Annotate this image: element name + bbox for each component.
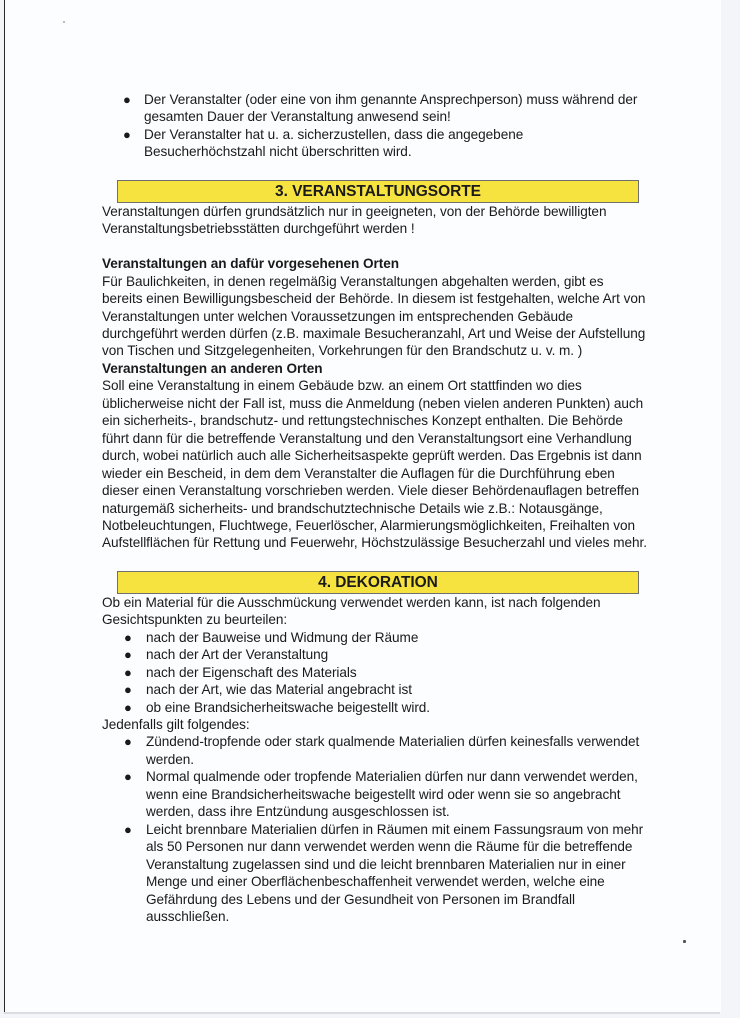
list-item bbox=[102, 821, 647, 926]
list-item-text: Zündend-tropfende oder stark qualmende Materialien dürfen keinesfalls verwendet werden. bbox=[146, 734, 640, 767]
list-item-text: nach der Eigenschaft des Materials bbox=[146, 664, 357, 680]
bullet-icon: ● bbox=[124, 769, 132, 785]
section4-intro: Ob ein Material für die Ausschmückung verwendet werden kann, ist nach folgenden Gesichtspunkten zu beurteilen: bbox=[102, 594, 601, 628]
bullet-icon: ● bbox=[124, 629, 132, 645]
rules-list bbox=[102, 733, 647, 925]
bullet-icon: ● bbox=[124, 699, 132, 715]
section3-intro: Veranstaltungen dürfen grundsätzlich nur in geeigneten, von der Behörde bewilligten Veranstaltungsbetriebsstätten durchgeführt werden ! bbox=[102, 203, 607, 237]
rules-intro: Jedenfalls gilt folgendes: bbox=[102, 717, 250, 733]
list-item-text: Normal qualmende oder tropfende Materialien dürfen nur dann verwendet werden, wenn eine Brandsicherheitswache beigestellt wird oder wenn sie so angebracht werden, dass ihre Entzündung ausgeschlossen ist. bbox=[146, 769, 638, 820]
document-page bbox=[4, 0, 721, 1012]
list-item bbox=[102, 664, 647, 681]
list-item bbox=[102, 91, 647, 126]
bullet-icon: ● bbox=[124, 647, 132, 663]
paragraph-andere-orte: Soll eine Veranstaltung in einem Gebäude bzw. an einem Ort stattfinden wo dies üblicherweise nicht der Fall ist, muss die Anmeldung (neben vielen anderen Punkten) auch ein sicherheits-, brandschutz- und rettungstechnisches Konzept enthalten. Die Behörde führt dann für die betreffende Veranstaltung und den Veranstaltungsort eine Verhandlung durch, wobei natürlich auch alle Sicherheitsaspekte geprüft werden. Das Ergebnis ist dann wieder ein Bescheid, in dem dem Veranstalter die Auflagen für die Durchführung eben dieser einen Veranstaltung vorschrieben werden. Viele dieser Behördenauflagen betreffen naturgemäß sicherheits- und brandschutztechnische Details wie z.B.: Notausgänge, Notbeleuchtungen, Fluchtwege, Feuerlöscher, Alarmierungsmöglichkeiten, Freihalten von Aufstellflächen für Rettung und Feuerwehr, Höchstzulässige Besucherzahl und vieles mehr. bbox=[102, 378, 647, 551]
list-item bbox=[102, 126, 647, 161]
section-heading-dekoration: 4. DEKORATION bbox=[117, 571, 639, 594]
list-item-text: Der Veranstalter hat u. a. sicherzustellen, dass die angegebene Besucherhöchstzahl nicht überschritten wird. bbox=[144, 126, 524, 160]
list-item bbox=[102, 699, 647, 716]
list-item-text: Leicht brennbare Materialien dürfen in Räumen mit einem Fassungsraum von mehr als 50 Personen nur dann verwendet werden wenn die Räume für die betreffende Veranstaltung zugelassen sind und die leicht brennbaren Materialien nur in einer Menge und einer Oberflächenbeschaffenheit verwendet werden, welche eine Gefährdung des Lebens und der Gesundheit von Personen im Brandfall ausschließen. bbox=[146, 821, 644, 925]
subheading-andere-orte: Veranstaltungen an anderen Orten bbox=[102, 360, 323, 376]
list-item bbox=[102, 646, 647, 663]
list-item-text: nach der Bauweise und Widmung der Räume bbox=[146, 629, 419, 645]
paragraph-vorgesehene-orte: Für Baulichkeiten, in denen regelmäßig Veranstaltungen abgehalten werden, gibt es bereits einen Bewilligungsbescheid der Behörde. In diesem ist festgehalten, welche Art von Veranstaltungen unter welchen Voraussetzungen im entsprechenden Gebäude durchgeführt werden dürfen (z.B. maximale Besucheranzahl, Art und Weise der Aufstellung von Tischen und Sitzgelegenheiten, Vorkehrungen für den Brandschutz u. v. m. ) bbox=[102, 273, 646, 359]
scan-speck bbox=[683, 940, 686, 943]
list-item-text: nach der Art, wie das Material angebracht ist bbox=[146, 682, 412, 698]
bullet-icon: ● bbox=[123, 126, 131, 142]
list-item bbox=[102, 681, 647, 698]
page-bottom-edge bbox=[4, 1012, 720, 1014]
list-item-text: ob eine Brandsicherheitswache beigestellt wird. bbox=[146, 699, 431, 715]
scan-speck bbox=[63, 21, 65, 23]
bullet-icon: ● bbox=[124, 664, 132, 680]
list-item-text: nach der Art der Veranstaltung bbox=[146, 647, 329, 663]
bullet-icon: ● bbox=[124, 821, 132, 837]
bullet-icon: ● bbox=[123, 92, 131, 107]
section-heading-veranstaltungsorte: 3. VERANSTALTUNGSORTE bbox=[117, 180, 639, 203]
document-content bbox=[102, 91, 647, 925]
list-item bbox=[102, 629, 647, 646]
criteria-list bbox=[102, 629, 647, 716]
bullet-icon: ● bbox=[124, 734, 132, 750]
list-item-text: Der Veranstalter (oder eine von ihm genannte Ansprechperson) muss während der gesamten Dauer der Veranstaltung anwesend sein! bbox=[144, 92, 638, 125]
subheading-vorgesehene-orte: Veranstaltungen an dafür vorgesehenen Orten bbox=[102, 256, 399, 272]
bullet-icon: ● bbox=[124, 682, 132, 698]
intro-bullet-list bbox=[102, 91, 647, 161]
list-item bbox=[102, 768, 647, 820]
list-item bbox=[102, 733, 647, 768]
